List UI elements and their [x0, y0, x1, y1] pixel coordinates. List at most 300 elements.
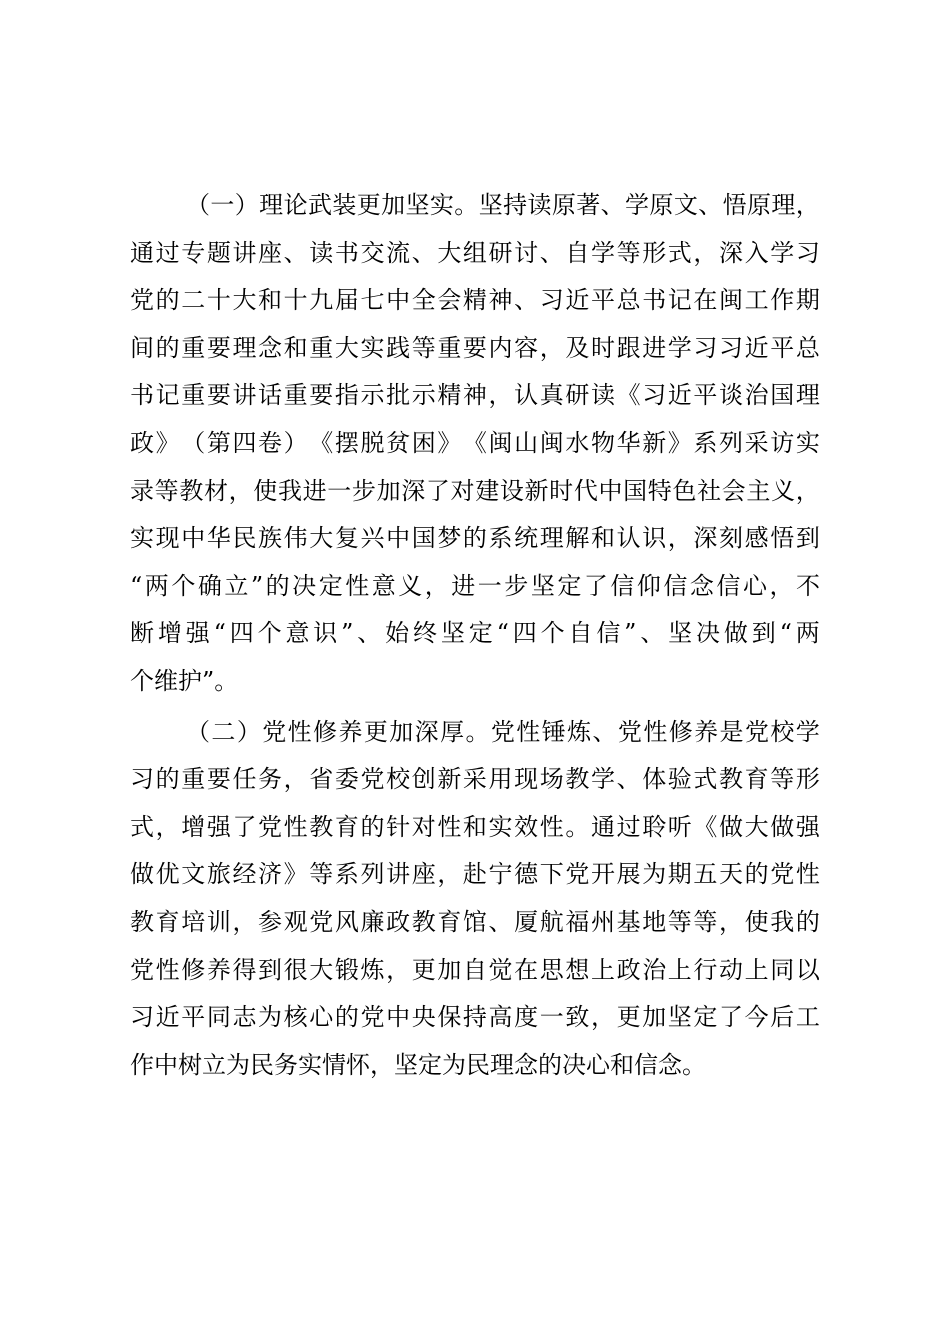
glyph: “ — [130, 571, 143, 600]
glyph: 通 — [590, 812, 615, 841]
glyph: 色 — [672, 476, 697, 505]
glyph: 坚 — [440, 619, 465, 648]
glyph: 的 — [334, 1003, 359, 1032]
glyph: 平 — [181, 1003, 206, 1032]
glyph: 实 — [488, 812, 513, 841]
glyph: 。 — [565, 812, 590, 841]
glyph: 定 — [557, 571, 582, 600]
paragraph-line — [130, 420, 820, 468]
glyph: 建 — [475, 476, 500, 505]
glyph: 党 — [130, 286, 154, 315]
glyph: 》 — [155, 428, 180, 457]
paragraph-line — [130, 372, 820, 420]
glyph: 济 — [258, 860, 283, 889]
glyph: 赴 — [462, 860, 487, 889]
paragraph-line — [130, 947, 820, 995]
glyph: 体 — [642, 765, 667, 794]
glyph: 上 — [590, 955, 615, 984]
glyph: 强 — [795, 812, 820, 841]
glyph: 等 — [770, 765, 795, 794]
glyph: 研 — [488, 238, 513, 267]
glyph: 强 — [206, 812, 231, 841]
glyph: （ — [186, 191, 210, 219]
line-text: 个维护”。 — [130, 666, 239, 695]
glyph: 委 — [334, 765, 359, 794]
glyph: 信 — [716, 571, 741, 600]
glyph: 经 — [232, 860, 257, 889]
glyph: 流 — [386, 238, 411, 267]
glyph: 效 — [514, 812, 539, 841]
glyph: 全 — [411, 286, 436, 315]
glyph: 义 — [771, 476, 796, 505]
paragraph-line — [130, 325, 820, 373]
glyph: 学 — [590, 765, 615, 794]
glyph: 认 — [514, 381, 539, 410]
glyph: 理 — [795, 381, 820, 410]
glyph: 形 — [795, 765, 820, 794]
glyph: 大 — [309, 524, 334, 553]
glyph: 神 — [488, 286, 513, 315]
glyph: 更 — [356, 191, 381, 219]
glyph: 到 — [751, 619, 776, 648]
glyph: 定 — [318, 571, 343, 600]
glyph: 性 — [437, 812, 462, 841]
glyph: 《 — [462, 428, 487, 457]
glyph: 两 — [795, 619, 820, 648]
glyph: 十 — [283, 286, 308, 315]
glyph: 列 — [360, 860, 385, 889]
glyph: 炼 — [360, 955, 385, 984]
glyph: 。 — [465, 717, 490, 746]
glyph: 研 — [565, 381, 590, 410]
glyph: 深 — [719, 238, 744, 267]
glyph: 的 — [155, 286, 180, 315]
glyph: 平 — [590, 286, 615, 315]
glyph: 内 — [488, 333, 513, 362]
glyph: 书 — [130, 381, 154, 410]
glyph: 意 — [285, 619, 310, 648]
glyph: 性 — [287, 717, 312, 746]
glyph: 教 — [179, 476, 204, 505]
glyph: 、 — [592, 717, 617, 746]
glyph: 到 — [795, 524, 820, 553]
glyph: 念 — [258, 333, 283, 362]
glyph: 华 — [206, 524, 231, 553]
glyph: 、 — [539, 238, 564, 267]
glyph: 精 — [437, 381, 462, 410]
glyph: 修 — [668, 717, 693, 746]
glyph: 采 — [462, 765, 487, 794]
paragraph-line — [130, 1042, 820, 1090]
glyph: 了 — [719, 1003, 744, 1032]
glyph: 是 — [719, 717, 744, 746]
glyph: 要 — [462, 333, 487, 362]
glyph: 要 — [206, 333, 231, 362]
glyph: 使 — [744, 907, 769, 936]
glyph: 更 — [616, 1003, 641, 1032]
glyph: ， — [590, 1003, 615, 1032]
glyph: 党 — [490, 717, 515, 746]
glyph: 锤 — [541, 717, 566, 746]
glyph: 设 — [499, 476, 524, 505]
glyph: 物 — [590, 428, 615, 457]
glyph: 过 — [155, 238, 180, 267]
glyph: 党 — [360, 1003, 385, 1032]
glyph: 基 — [616, 907, 641, 936]
glyph: 参 — [258, 907, 283, 936]
glyph: 悟 — [770, 524, 795, 553]
glyph: 步 — [504, 571, 529, 600]
glyph: 核 — [283, 1003, 308, 1032]
glyph: 期 — [667, 860, 692, 889]
glyph: 重 — [181, 333, 206, 362]
glyph: 一 — [210, 191, 235, 219]
glyph: 我 — [277, 476, 302, 505]
glyph: ， — [539, 333, 564, 362]
glyph: 要 — [206, 381, 231, 410]
glyph: 终 — [413, 619, 438, 648]
glyph: 等 — [616, 238, 641, 267]
glyph: 理 — [539, 524, 564, 553]
glyph: 》 — [283, 860, 308, 889]
glyph: 更 — [411, 955, 436, 984]
glyph: 个 — [540, 619, 565, 648]
glyph: 中 — [386, 1003, 411, 1032]
glyph: 立 — [224, 571, 249, 600]
glyph: ， — [437, 860, 462, 889]
glyph: 进 — [451, 571, 476, 600]
glyph: 和 — [283, 333, 308, 362]
glyph: 场 — [539, 765, 564, 794]
glyph: 加 — [389, 717, 414, 746]
glyph: 和 — [258, 286, 283, 315]
glyph: ） — [234, 191, 259, 219]
glyph: 九 — [309, 286, 334, 315]
glyph: 信 — [663, 571, 688, 600]
glyph: 记 — [667, 286, 692, 315]
glyph: 水 — [565, 428, 590, 457]
glyph: 采 — [744, 428, 769, 457]
glyph: 神 — [462, 381, 487, 410]
glyph: 悟 — [722, 191, 747, 219]
glyph: 大 — [309, 955, 334, 984]
glyph: 族 — [258, 524, 283, 553]
glyph: 进 — [302, 476, 327, 505]
glyph: 国 — [770, 381, 795, 410]
glyph: 培 — [181, 907, 206, 936]
glyph: 信 — [610, 571, 635, 600]
glyph: 了 — [232, 812, 257, 841]
glyph: 时 — [590, 333, 615, 362]
glyph: 识 — [642, 524, 667, 553]
paragraph-line — [130, 610, 820, 658]
glyph: 原 — [649, 191, 674, 219]
glyph: 通 — [130, 238, 154, 267]
glyph: 党 — [309, 907, 334, 936]
glyph: ， — [693, 238, 718, 267]
glyph: 教 — [309, 812, 334, 841]
glyph: 我 — [770, 907, 795, 936]
glyph: 实 — [130, 524, 154, 553]
glyph: 育 — [437, 907, 462, 936]
glyph: 了 — [583, 571, 608, 600]
glyph: 第 — [206, 428, 231, 457]
glyph: 上 — [667, 955, 692, 984]
glyph: 坚 — [668, 619, 693, 648]
paragraph-line — [130, 994, 820, 1042]
glyph: 针 — [386, 812, 411, 841]
glyph: 决 — [696, 619, 721, 648]
glyph: 期 — [795, 286, 820, 315]
glyph: 做 — [719, 812, 744, 841]
glyph: 交 — [360, 238, 385, 267]
glyph: 不 — [795, 571, 820, 600]
glyph: 优 — [155, 860, 180, 889]
glyph: 进 — [642, 333, 667, 362]
glyph: 性 — [155, 955, 180, 984]
glyph: 二 — [211, 717, 236, 746]
glyph: 党 — [744, 717, 769, 746]
glyph: 的 — [360, 812, 385, 841]
glyph: 教 — [719, 765, 744, 794]
glyph: 心 — [742, 571, 767, 600]
glyph: 话 — [258, 381, 283, 410]
glyph: 以 — [795, 955, 820, 984]
glyph: 政 — [386, 907, 411, 936]
glyph: 理 — [771, 191, 796, 219]
glyph: 教 — [411, 907, 436, 936]
paragraph-line — [130, 230, 820, 278]
glyph: 等 — [154, 476, 179, 505]
glyph: 加 — [642, 1003, 667, 1032]
glyph: 厚 — [440, 717, 465, 746]
glyph: 新 — [524, 476, 549, 505]
glyph: 增 — [181, 812, 206, 841]
glyph: 学 — [590, 238, 615, 267]
glyph: 加 — [437, 955, 462, 984]
glyph: 题 — [206, 238, 231, 267]
glyph: 装 — [332, 191, 357, 219]
glyph: 等 — [309, 860, 334, 889]
glyph: 兴 — [360, 524, 385, 553]
glyph: 平 — [770, 333, 795, 362]
glyph: 仰 — [636, 571, 661, 600]
glyph: 闽 — [539, 428, 564, 457]
glyph: 锻 — [334, 955, 359, 984]
glyph: 式 — [693, 765, 718, 794]
glyph: 持 — [462, 1003, 487, 1032]
glyph: 主 — [746, 476, 771, 505]
glyph: 中 — [386, 524, 411, 553]
glyph: 验 — [667, 765, 692, 794]
glyph: 炼 — [567, 717, 592, 746]
glyph: 政 — [616, 955, 641, 984]
glyph: 对 — [450, 476, 475, 505]
glyph: 义 — [398, 571, 423, 600]
glyph: ， — [386, 955, 411, 984]
glyph: 《 — [616, 381, 641, 410]
glyph: 式 — [130, 812, 154, 841]
glyph: 谈 — [719, 381, 744, 410]
glyph: 中 — [386, 286, 411, 315]
glyph: 性 — [795, 860, 820, 889]
glyph: 一 — [477, 571, 502, 600]
glyph: 专 — [181, 238, 206, 267]
glyph: 读 — [590, 381, 615, 410]
glyph: 平 — [693, 381, 718, 410]
glyph: 容 — [514, 333, 539, 362]
glyph: 今 — [744, 1003, 769, 1032]
glyph: 跟 — [616, 333, 641, 362]
glyph: 治 — [744, 381, 769, 410]
glyph: 等 — [693, 907, 718, 936]
line-text: 作中树立为民务实情怀，坚定为民理念的决心和信念。 — [130, 1050, 706, 1079]
glyph: 念 — [689, 571, 714, 600]
glyph: 到 — [258, 955, 283, 984]
glyph: 意 — [371, 571, 396, 600]
glyph: 政 — [130, 428, 154, 457]
paragraph-line — [130, 851, 820, 899]
glyph: 文 — [181, 860, 206, 889]
glyph: 国 — [623, 476, 648, 505]
glyph: 做 — [723, 619, 748, 648]
paragraph-line — [130, 563, 820, 611]
glyph: 务 — [258, 765, 283, 794]
glyph: 践 — [386, 333, 411, 362]
paragraph-line — [130, 277, 820, 325]
glyph: 七 — [360, 286, 385, 315]
glyph: 性 — [539, 812, 564, 841]
glyph: 定 — [468, 619, 493, 648]
glyph: 性 — [345, 571, 370, 600]
glyph: 教 — [565, 765, 590, 794]
glyph: 用 — [488, 765, 513, 794]
glyph: 脱 — [360, 428, 385, 457]
glyph: 论 — [283, 191, 308, 219]
glyph: 决 — [292, 571, 317, 600]
glyph: “ — [496, 619, 509, 648]
glyph: 动 — [719, 955, 744, 984]
glyph: 录 — [130, 476, 154, 505]
glyph: 行 — [693, 955, 718, 984]
glyph: 大 — [334, 333, 359, 362]
glyph: 真 — [539, 381, 564, 410]
glyph: 理 — [259, 191, 284, 219]
glyph: 刻 — [719, 524, 744, 553]
glyph: 地 — [642, 907, 667, 936]
glyph: 宁 — [488, 860, 513, 889]
glyph: 对 — [411, 812, 436, 841]
glyph: 四 — [512, 619, 537, 648]
glyph: 两 — [144, 571, 169, 600]
glyph: 厦 — [514, 907, 539, 936]
glyph: 大 — [744, 812, 769, 841]
glyph: 国 — [411, 524, 436, 553]
paragraph-line — [130, 756, 820, 804]
paragraph-line — [130, 515, 820, 563]
glyph: ） — [236, 717, 261, 746]
glyph: 现 — [514, 765, 539, 794]
glyph: ” — [624, 619, 637, 648]
glyph: 重 — [283, 381, 308, 410]
glyph: 定 — [693, 1003, 718, 1032]
glyph: 总 — [616, 286, 641, 315]
glyph: 等 — [667, 907, 692, 936]
glyph: 习 — [693, 333, 718, 362]
glyph: 中 — [181, 524, 206, 553]
glyph: 养 — [694, 717, 719, 746]
glyph: 文 — [673, 191, 698, 219]
glyph: 在 — [693, 286, 718, 315]
paragraph-line — [130, 804, 820, 852]
glyph: 性 — [283, 812, 308, 841]
glyph: 在 — [514, 955, 539, 984]
glyph: 重 — [181, 381, 206, 410]
glyph: 》 — [667, 428, 692, 457]
glyph: 坚 — [530, 571, 555, 600]
glyph: 坚 — [405, 191, 430, 219]
glyph: ， — [424, 571, 449, 600]
glyph: 风 — [334, 907, 359, 936]
glyph: 总 — [795, 333, 820, 362]
glyph: 坚 — [478, 191, 503, 219]
paragraph-line — [130, 182, 820, 230]
glyph: 更 — [363, 717, 388, 746]
glyph: 习 — [539, 286, 564, 315]
glyph: 民 — [232, 524, 257, 553]
glyph: 重 — [437, 333, 462, 362]
glyph: 困 — [411, 428, 436, 457]
glyph: 近 — [667, 381, 692, 410]
glyph: 四 — [232, 428, 257, 457]
glyph: 觉 — [488, 955, 513, 984]
glyph: 的 — [462, 524, 487, 553]
glyph: 育 — [744, 765, 769, 794]
glyph: 、 — [640, 619, 665, 648]
glyph: 、 — [616, 765, 641, 794]
glyph: ， — [228, 476, 253, 505]
glyph: 始 — [385, 619, 410, 648]
glyph: 德 — [514, 860, 539, 889]
glyph: 个 — [257, 619, 282, 648]
glyph: 示 — [411, 381, 436, 410]
glyph: 《 — [693, 812, 718, 841]
glyph: 自 — [462, 955, 487, 984]
glyph: 育 — [155, 907, 180, 936]
glyph: 社 — [697, 476, 722, 505]
paragraph-line — [130, 709, 820, 757]
glyph: （ — [181, 428, 206, 457]
glyph: 和 — [462, 812, 487, 841]
glyph: 座 — [258, 238, 283, 267]
glyph: 讨 — [514, 238, 539, 267]
glyph: 做 — [130, 860, 154, 889]
glyph: 批 — [386, 381, 411, 410]
glyph: 一 — [327, 476, 352, 505]
glyph: 想 — [565, 955, 590, 984]
glyph: 间 — [130, 333, 154, 362]
glyph: 航 — [539, 907, 564, 936]
glyph: 届 — [334, 286, 359, 315]
glyph: 为 — [642, 860, 667, 889]
glyph: 学 — [795, 717, 820, 746]
glyph: 性 — [516, 717, 541, 746]
glyph: 高 — [488, 1003, 513, 1032]
glyph: 致 — [565, 1003, 590, 1032]
glyph: 讲 — [232, 381, 257, 410]
glyph: 育 — [334, 812, 359, 841]
glyph: 列 — [719, 428, 744, 457]
